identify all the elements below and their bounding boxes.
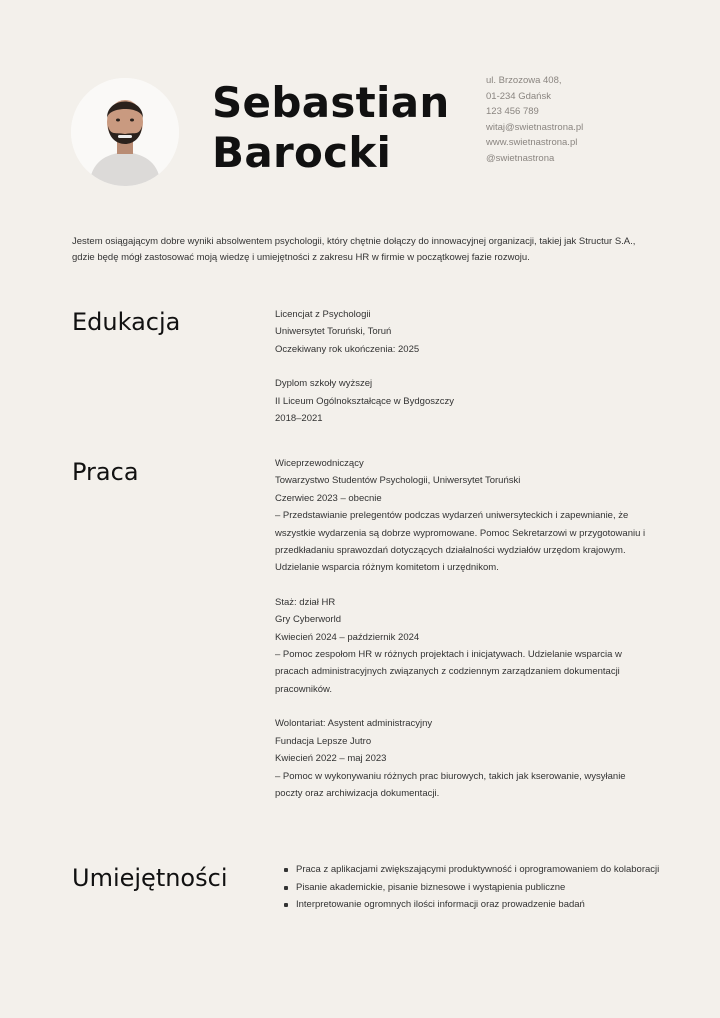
summary: Jestem osiągającym dobre wyniki absolwentem psychologii, który chętnie dołączy do innowacyjnej organizacji, takiej jak Structur S.A., gdzie będę mógł zastosować moją wiedzę i umiejętności z zakresu HR w firmie w początkowej fazie rozwoju. (72, 236, 636, 263)
job-description: – Pomoc w wykonywaniu różnych prac biurowych, takich jak kserowanie, wysyłanie poczty oraz archiwizacja dokumentacji. (275, 770, 626, 799)
job-organization: Fundacja Lepsze Jutro (275, 735, 372, 747)
work-content (275, 455, 655, 819)
job-role: Wolontariat: Asystent administracyjny (275, 718, 433, 730)
skill-item: Interpretowanie ogromnych ilości informacji oraz prowadzenie badań (282, 897, 662, 914)
education-content (275, 306, 655, 444)
work-entry (275, 715, 655, 802)
website: www.swietnastrona.pl (486, 137, 578, 148)
education-entry (275, 306, 655, 358)
job-dates: Kwiecień 2022 – maj 2023 (275, 753, 387, 765)
social-handle: @swietnastrona (486, 152, 555, 164)
section-title-skills: Umiejętności (72, 864, 228, 892)
school: Uniwersytet Toruński, Toruń (275, 326, 392, 338)
full-name (212, 78, 450, 178)
last-name: Barocki (212, 128, 392, 177)
degree: Dyplom szkoły wyższej (275, 378, 373, 390)
job-role: Wiceprzewodniczący (275, 458, 364, 469)
education-entry (275, 375, 655, 427)
skill-item: Pisanie akademickie, pisanie biznesowe i wystąpienia publiczne (282, 880, 662, 897)
job-organization: Towarzystwo Studentów Psychologii, Uniwersytet Toruński (275, 475, 521, 487)
dates: 2018–2021 (275, 413, 323, 425)
school: II Liceum Ogólnokształcące w Bydgoszczy (275, 395, 454, 407)
first-name: Sebastian (212, 78, 450, 127)
skills-list (282, 862, 662, 915)
job-description: – Pomoc zespołom HR w różnych projektach i inicjatywach. Udzielanie wsparcia w pracach administracyjnych związanych z codziennym zarządzaniem dokumentacji pracowników. (275, 649, 622, 695)
degree: Licencjat z Psychologii (275, 309, 371, 320)
contact-info (486, 73, 583, 166)
section-title-work: Praca (72, 458, 139, 486)
address-line-1: ul. Brzozowa 408, (486, 75, 562, 86)
job-organization: Gry Cyberworld (275, 614, 341, 626)
work-entry (275, 594, 655, 698)
work-entry (275, 455, 655, 577)
person-photo-icon (71, 78, 179, 186)
job-description: – Przedstawianie prelegentów podczas wydarzeń uniwersyteckich i zapewnianie, że wszystkie wydarzenia są dobrze wypromowane. Pomoc Sekretarzowi w przygotowaniu i przedkładaniu sprawozdań dotyczących działalności wydziałów urzędom krajowym. Udzielanie wsparcia różnym komitetom i urzędnikom. (275, 510, 646, 574)
job-role: Staż: dział HR (275, 596, 336, 608)
phone: 123 456 789 (486, 106, 539, 117)
job-dates: Kwiecień 2024 – październik 2024 (275, 631, 420, 643)
section-title-education: Edukacja (72, 308, 181, 336)
job-dates: Czerwiec 2023 – obecnie (275, 492, 382, 504)
profile-photo (71, 78, 179, 186)
dates: Oczekiwany rok ukończenia: 2025 (275, 343, 420, 355)
skill-item: Praca z aplikacjami zwiększającymi produktywność i oprogramowaniem do kolaboracji (282, 862, 662, 879)
address-line-2: 01-234 Gdańsk (486, 90, 551, 102)
email: witaj@swietnastrona.pl (486, 121, 584, 133)
